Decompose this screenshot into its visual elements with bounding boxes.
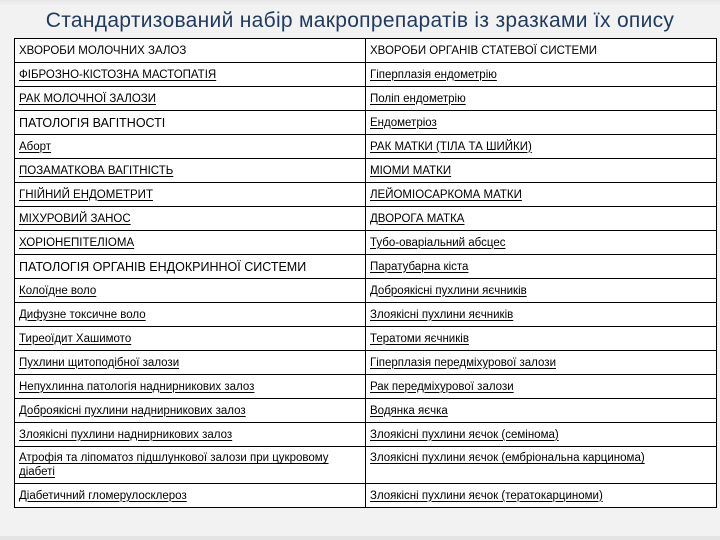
table-row: [15, 207, 717, 231]
table-row: [15, 447, 717, 484]
table-row: [15, 423, 717, 447]
table-row: [15, 303, 717, 327]
page-title: Стандартизований набір макропрепаратів із зразками їх опису: [45, 9, 675, 32]
table-cell-right: Водянка яєчка: [366, 399, 717, 423]
table-cell-right: РАК МАТКИ (ТІЛА ТА ШИЙКИ): [366, 135, 717, 159]
table-row: [15, 183, 717, 207]
table-cell-left: Діабетичний гломерулосклероз: [15, 484, 366, 508]
specimen-table: [14, 38, 717, 508]
table-cell-left: Дифузне токсичне воло: [15, 303, 366, 327]
table-row: [15, 279, 717, 303]
table-cell-right: Паратубарна кіста: [366, 255, 717, 279]
table-cell-left: ГНІЙНИЙ ЕНДОМЕТРИТ: [15, 183, 366, 207]
table-row: [15, 375, 717, 399]
table-cell-left: Доброякісні пухлини наднирникових залоз: [15, 399, 366, 423]
bottom-frame-bar: [0, 536, 720, 540]
table-row: [15, 63, 717, 87]
table-cell-left: Пухлини щитоподібної залози: [15, 351, 366, 375]
table-cell-left: Аборт: [15, 135, 366, 159]
table-row: [15, 111, 717, 135]
table-cell-left: Злоякісні пухлини наднирникових залоз: [15, 423, 366, 447]
table-cell-right: Злоякісні пухлини яєчників: [366, 303, 717, 327]
table-cell-left: ПОЗАМАТКОВА ВАГІТНІСТЬ: [15, 159, 366, 183]
table-cell-right: МІОМИ МАТКИ: [366, 159, 717, 183]
table-cell-left: Колоїдне воло: [15, 279, 366, 303]
table-cell-left: ХВОРОБИ МОЛОЧНИХ ЗАЛОЗ: [15, 39, 366, 63]
table-cell-left: ХОРІОНЕПІТЕЛІОМА: [15, 231, 366, 255]
table-cell-left: Тиреоїдит Хашимото: [15, 327, 366, 351]
table-row: [15, 159, 717, 183]
table-row: [15, 351, 717, 375]
table-cell-left: РАК МОЛОЧНОЇ ЗАЛОЗИ: [15, 87, 366, 111]
table-cell-right: Гіперплазія передміхурової залози: [366, 351, 717, 375]
table-cell-right: Поліп ендометрію: [366, 87, 717, 111]
table-cell-right: ДВОРОГА МАТКА: [366, 207, 717, 231]
table-cell-left: МІХУРОВИЙ ЗАНОС: [15, 207, 366, 231]
table-row: [15, 399, 717, 423]
table-cell-left: Непухлинна патологія наднирникових залоз: [15, 375, 366, 399]
table-cell-right: Ендометріоз: [366, 111, 717, 135]
table-cell-left: ПАТОЛОГІЯ ОРГАНІВ ЕНДОКРИННОЇ СИСТЕМИ: [15, 255, 366, 279]
table-cell-right: Тубо-оваріальний абсцес: [366, 231, 717, 255]
table-row: [15, 87, 717, 111]
table-cell-right: Тератоми яєчників: [366, 327, 717, 351]
table-row: [15, 231, 717, 255]
table-row: [15, 484, 717, 508]
table-row: [15, 135, 717, 159]
table-cell-right: Гіперплазія ендометрію: [366, 63, 717, 87]
table-cell-left: ФІБРОЗНО-КІСТОЗНА МАСТОПАТІЯ: [15, 63, 366, 87]
table-row: [15, 255, 717, 279]
table-cell-left: Атрофія та ліпоматоз підшлункової залози при цукровому діабеті: [15, 447, 366, 484]
table-cell-right: Рак передміхурової залози: [366, 375, 717, 399]
table-cell-right: Злоякісні пухлини яєчок (семінома): [366, 423, 717, 447]
table-cell-right: ЛЕЙОМІОСАРКОМА МАТКИ: [366, 183, 717, 207]
table-cell-right: Злоякісні пухлини яєчок (тератокарциноми): [366, 484, 717, 508]
table-cell-left: ПАТОЛОГІЯ ВАГІТНОСТІ: [15, 111, 366, 135]
table-cell-right: Доброякісні пухлини яєчників: [366, 279, 717, 303]
table-cell-right: Злоякісні пухлини яєчок (ембріональна карцинома): [366, 447, 717, 484]
table-row: [15, 39, 717, 63]
table-row: [15, 327, 717, 351]
table-cell-right: ХВОРОБИ ОРГАНІВ СТАТЕВОЇ СИСТЕМИ: [366, 39, 717, 63]
